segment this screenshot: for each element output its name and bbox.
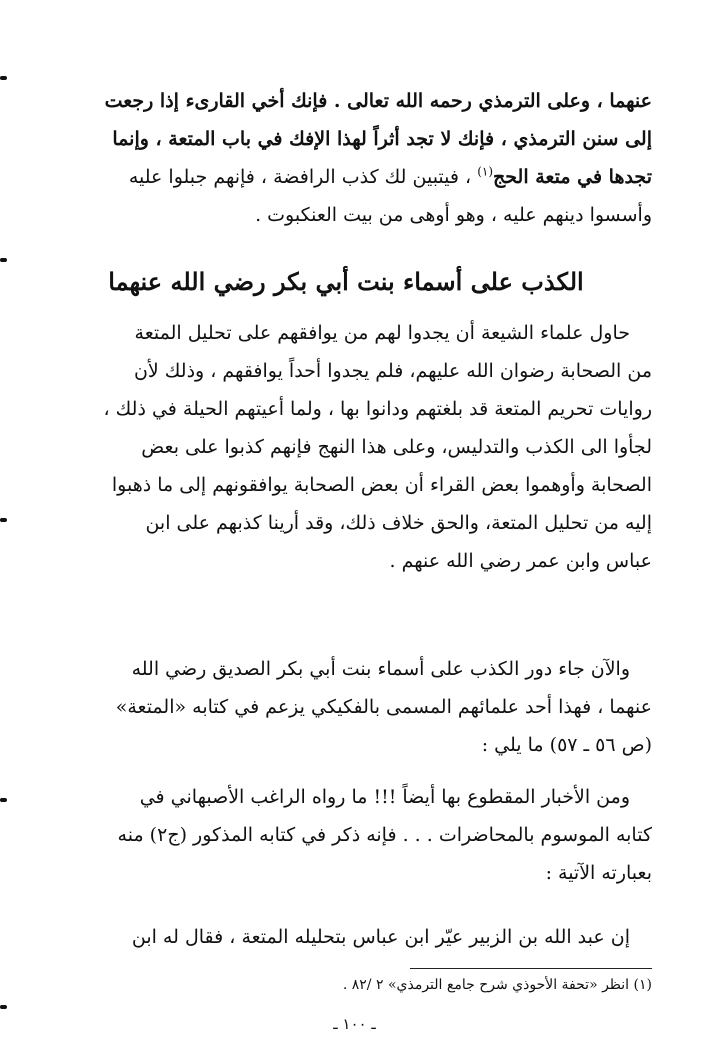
text-line: إلى سنن الترمذي ، فإنك لا تجد أثراً لهذا الإفك في باب المتعة ، وإنما [112,128,652,150]
text-line: عنهما ، فهذا أحد علمائهم المسمى بالفكيكي يزعم في كتابه «المتعة» [115,696,652,718]
page-number: ـ ١٠٠ ـ [333,1015,376,1033]
text-line-bold-part: تجدها في متعة الحج [493,166,652,188]
scan-edge-mark [0,798,7,802]
text-line [40,158,652,196]
text-line: بعبارته الآتية : [545,862,652,884]
footnote: (١) انظر «تحفة الأحوذي شرح جامع الترمذي» ٢ /٨٢ . [342,977,652,993]
paragraph [40,918,652,956]
text-line: من الصحابة رضوان الله عليهم، فلم يجدوا أحداً يوافقهم ، وذلك لأن [133,360,652,382]
text-line: حاول علماء الشيعة أن يجدوا لهم من يوافقهم على تحليل المتعة [134,322,630,344]
scan-edge-mark [0,258,7,262]
text-line: عنهما ، وعلى الترمذي رحمه الله تعالى . فإنك أخي القارىء إذا رجعت [104,90,652,112]
footnote-divider [410,968,652,969]
text-line: وأسسوا دينهم عليه ، وهو أوهى من بيت العنكبوت . [255,204,652,226]
text-line: إليه من تحليل المتعة، والحق خلاف ذلك، وقد أرينا كذبهم على ابن [145,512,652,534]
footnote-marker[interactable]: (١) [477,164,494,179]
scan-edge-mark [0,76,7,80]
paragraph [40,778,652,892]
text-line: ومن الأخبار المقطوع بها أيضاً !!! ما رواه الراغب الأصبهاني في [139,786,630,808]
text-line: روايات تحريم المتعة قد بلغتهم ودانوا بها ، ولما أعيتهم الحيلة في ذلك ، [103,398,652,420]
section-heading: الكذب على أسماء بنت أبي بكر رضي الله عنهما [108,267,584,296]
text-line: (ص ٥٦ ـ ٥٧) ما يلي : [481,734,652,756]
paragraph [40,314,652,580]
text-line: لجأوا الى الكذب والتدليس، وعلى هذا النهج فإنهم كذبوا على بعض [141,436,652,458]
text-line: كتابه الموسوم بالمحاضرات . . . فإنه ذكر في كتابه المذكور (ج٢) منه [117,824,652,846]
paragraph-continued [40,82,652,234]
paragraph [40,650,652,764]
text-line: الصحابة وأوهموا بعض القراء أن بعض الصحابة يوافقونهم إلى ما ذهبوا [111,474,652,496]
text-line-rest: ، فيتبين لك كذب الرافضة ، فإنهم جبلوا عليه [128,166,472,188]
text-line: عباس وابن عمر رضي الله عنهم . [389,550,652,572]
text-line: والآن جاء دور الكذب على أسماء بنت أبي بكر الصديق رضي الله [131,658,630,680]
scan-edge-mark [0,1005,7,1009]
text-line: إن عبد الله بن الزبير عيّر ابن عباس بتحليله المتعة ، فقال له ابن [131,926,630,948]
scan-edge-mark [0,518,7,522]
